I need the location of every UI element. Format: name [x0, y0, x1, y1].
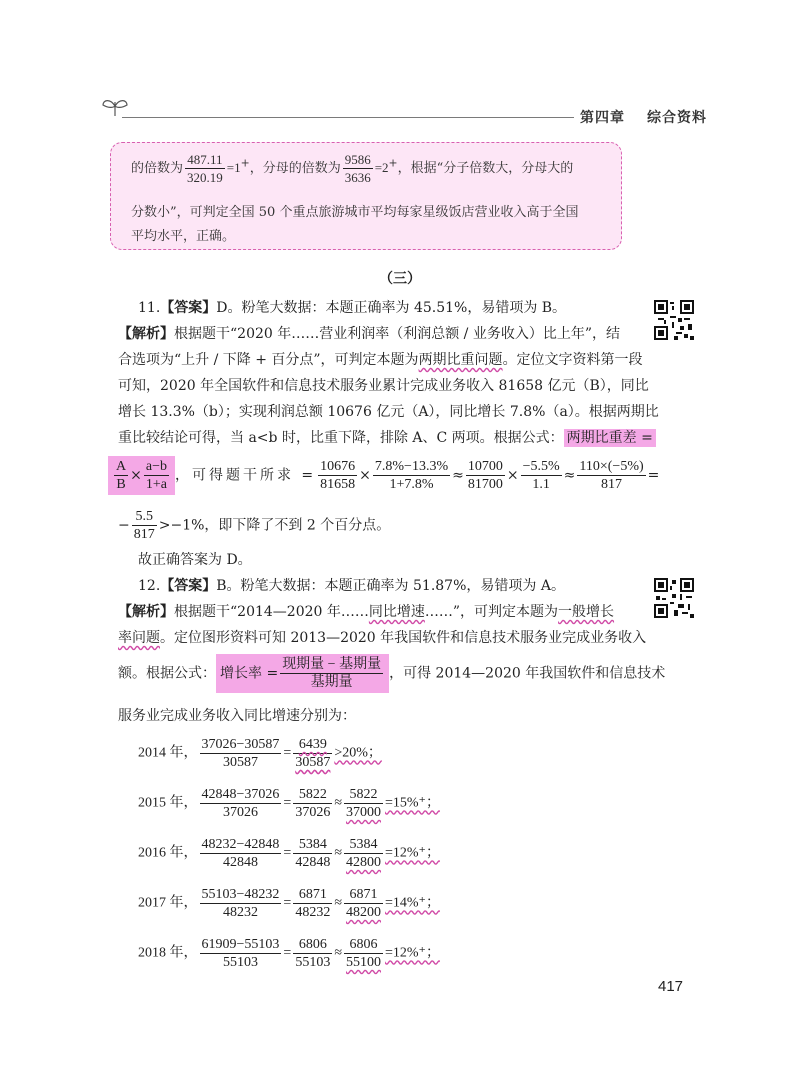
tip-line-2: 分数小”，可判定全国 50 个重点旅游城市平均每家星级饭店营业收入高于全国	[131, 205, 579, 220]
year-calc-2014: 2014 年， $\frac{37026-30587}{30587}$ = $\frac{6439}{30587}$ >20%；	[138, 737, 382, 770]
q12-answer-line: 12.【答案】B。粉笔大数据：本题正确率为 51.87%，易错项为 A。	[138, 578, 565, 594]
year-calc-2016: 2016 年， $\frac{48232-42848}{42848}$ = $\frac{5384}{42848}$ ≈ $\frac{5384}{42800}$ =12%⁺；	[138, 837, 440, 870]
year-calc-2017: 2017 年， $\frac{55103-48232}{48232}$ = $\frac{6871}{48232}$ ≈ $\frac{6871}{48200}$ =14%⁺；	[138, 887, 440, 920]
q11-analysis-line-4: 增长 13.3%（b）；实现利润总额 10676 亿元（A），同比增长 7.8%（a）。根据两期比	[118, 404, 659, 420]
year-calc-2018: 2018 年， $\frac{61909-55103}{55103}$ = $\frac{6806}{55103}$ ≈ $\frac{6806}{55100}$ =12%⁺；	[138, 937, 440, 970]
q11-conclusion: 故正确答案为 D。	[138, 552, 252, 568]
page-number: 417	[658, 978, 684, 995]
keyword-two-period-share: 两期比重问题	[418, 352, 503, 368]
section-label: 综合资料	[647, 110, 707, 126]
growth-rate-formula-box: 增长率 = $\frac{\text{现期量 − 基期量}}{\text{基期量}}$	[216, 654, 389, 693]
chapter-label: 第四章	[580, 110, 625, 126]
formula-highlight: 两期比重差 =	[564, 429, 656, 447]
running-header	[580, 107, 707, 127]
q11-formula-line: $\frac{A}{B}$ × $\frac{a-b}{1+a}$ ，可得题干所求 = $\frac{10676}{81658}$ × $\frac{7.8\%-13.3\%}{1+7.8\%}$ ≈ $\frac{10700}{81700}$ × $\frac{-5.5\%}{1.1}$ ≈ $\frac{110\times(-5\%)}{817}$ =	[108, 456, 659, 495]
sprout-icon	[100, 96, 130, 118]
header-rule	[122, 117, 574, 118]
q11-analysis-line-3: 可知，2020 年全国软件和信息技术服务业累计完成业务收入 81658 亿元（B），同比	[118, 378, 649, 394]
q12-formula-line: 额。根据公式： 增长率 = $\frac{\text{现期量 − 基期量}}{\text{基期量}}$ ，可得 2014—2020 年我国软件和信息技术	[118, 654, 665, 693]
year-calc-2015: 2015 年， $\frac{42848-37026}{37026}$ = $\frac{5822}{37026}$ ≈ $\frac{5822}{37000}$ =15%⁺；	[138, 787, 440, 820]
tip-line-1: 的倍数为 $\frac{487.11}{320.19}$ =1+，分母的倍数为 $\frac{9586}{3636}$ =2+，根据“分子倍数大，分母大的	[131, 152, 574, 185]
q11-analysis-line-1: 【解析】根据题干“2020 年……营业利润率（利润总额 / 业务收入）比上年”，结	[118, 326, 621, 342]
qr-code-icon[interactable]	[654, 578, 694, 618]
q12-analysis-line-4: 服务业完成业务收入同比增速分别为：	[118, 708, 356, 724]
qr-code-icon[interactable]	[654, 300, 694, 340]
q11-analysis-line-5: 重比较结论可得，当 a<b 时，比重下降，排除 A、C 两项。根据公式： 两期比重差 =	[118, 428, 656, 448]
q11-answer-line: 11.【答案】D。粉笔大数据：本题正确率为 45.51%，易错项为 B。	[138, 300, 567, 316]
tip-box	[110, 142, 622, 250]
q12-analysis-line-2: 率问题。定位图形资料可知 2013—2020 年我国软件和信息技术服务业完成业务收入	[118, 630, 647, 646]
q11-analysis-line-2: 合选项为“上升 / 下降 + 百分点”，可判定本题为两期比重问题。定位文字资料第一段	[118, 352, 643, 368]
q11-result-line: − $\frac{5.5}{817}$ >−1%，即下降了不到 2 个百分点。	[118, 509, 391, 542]
formula-box: $\frac{A}{B}$ × $\frac{a-b}{1+a}$	[108, 456, 175, 495]
section-title: （三）	[379, 271, 421, 287]
q12-analysis-line-1: 【解析】根据题干“2014—2020 年……同比增速……”，可判定本题为一般增长	[118, 604, 615, 620]
tip-line-3: 平均水平，正确。	[131, 229, 236, 244]
